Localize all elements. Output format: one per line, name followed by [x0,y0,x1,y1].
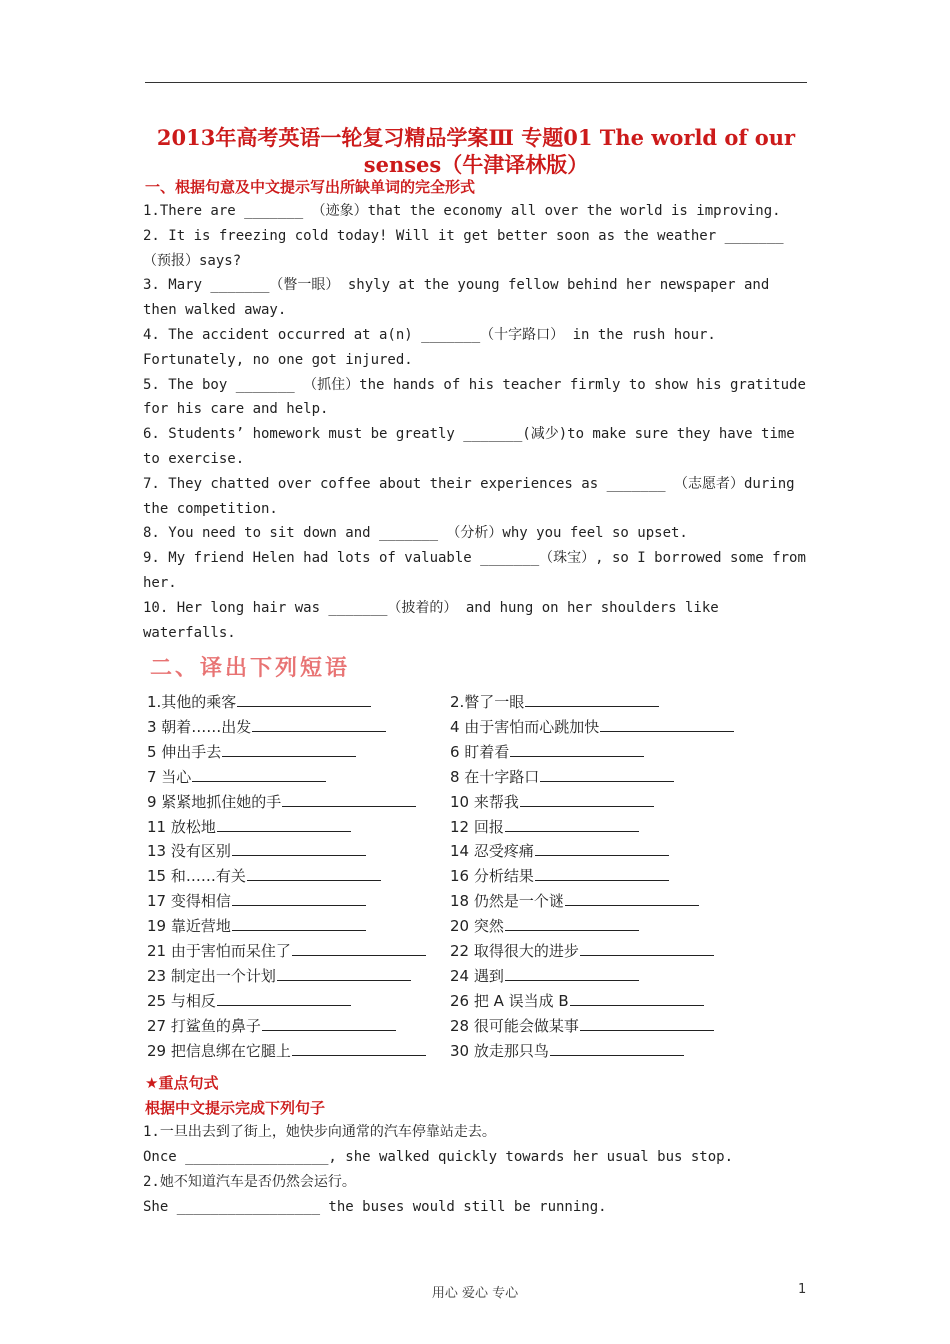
phrase-item: 9 紧紧地抓住她的手 [147,790,450,815]
question-item: 10. Her long hair was _______（披着的） and hung on her shoulders like waterfalls. [143,599,719,641]
sentence-line: Once _________________, she walked quickly towards her usual bus stop. [143,1149,734,1165]
answer-blank[interactable] [580,940,714,956]
question-item: 8. You need to sit down and _______ （分析）why you feel so upset. [143,525,688,542]
phrase-item: 25 与相反 [147,989,450,1014]
phrase-item: 22 取得很大的进步 [450,939,777,964]
phrase-item: 21 由于害怕而呆住了 [147,939,450,964]
answer-blank[interactable] [232,840,366,856]
sentence-prompt: 2.她不知道汽车是否仍然会运行。 [143,1174,356,1190]
top-rule [145,82,807,83]
answer-blank[interactable] [232,890,366,906]
phrase-item: 6 盯着看 [450,740,777,765]
section1-heading: 一、根据句意及中文提示写出所缺单词的完全形式 [145,178,476,196]
answer-blank[interactable] [505,965,639,981]
answer-blank[interactable] [292,940,426,956]
phrase-item: 30 放走那只鸟 [450,1039,777,1064]
question-item: 3. Mary _______（瞥一眼） shyly at the young fellow behind her newspaper and then walked away. [143,277,770,319]
phrase-item: 8 在十字路口 [450,765,777,790]
phrase-grid [147,690,777,1064]
phrase-item: 3 朝着……出发 [147,715,450,740]
phrase-item: 17 变得相信 [147,889,450,914]
answer-blank[interactable] [550,1040,684,1056]
answer-blank[interactable] [252,716,386,732]
question-list [143,199,811,645]
key-sentences-subheading: 根据中文提示完成下列句子 [145,1099,326,1117]
question-item: 4. The accident occurred at a(n) _______（十字路口） in the rush hour. Fortunately, no one got injured. [143,326,716,368]
answer-blank[interactable] [505,816,639,832]
sentence-prompt: 1.一旦出去到了街上，她快步向通常的汽车停靠站走去。 [143,1124,496,1140]
phrase-item: 4 由于害怕而心跳加快 [450,715,777,740]
phrase-item: 12 回报 [450,815,777,840]
phrase-item: 13 没有区别 [147,839,450,864]
phrase-item: 26 把 A 误当成 B [450,989,777,1014]
sentence-line: She _________________ the buses would still be running. [143,1199,607,1215]
answer-blank[interactable] [282,791,416,807]
answer-blank[interactable] [217,816,351,832]
answer-blank[interactable] [510,741,644,757]
answer-blank[interactable] [232,915,366,931]
question-item: 2. It is freezing cold today! Will it get better soon as the weather _______ （预报）says? [143,227,784,269]
sentence-list [143,1120,811,1220]
answer-blank[interactable] [535,865,669,881]
question-item: 7. They chatted over coffee about their experiences as _______ （志愿者）during the competition. [143,475,795,517]
phrase-item: 2.瞥了一眼 [450,690,777,715]
phrase-item: 28 很可能会做某事 [450,1014,777,1039]
phrase-item: 18 仍然是一个谜 [450,889,777,914]
question-item: 6. Students’ homework must be greatly _______(减少)to make sure they have time to exercise. [143,426,795,467]
answer-blank[interactable] [222,741,356,757]
answer-blank[interactable] [580,1015,714,1031]
phrase-item: 1.其他的乘客 [147,690,450,715]
phrase-item: 29 把信息绑在它腿上 [147,1039,450,1064]
key-sentences-heading: ★重点句式 [145,1074,219,1092]
answer-blank[interactable] [277,965,411,981]
answer-blank[interactable] [262,1015,396,1031]
question-item: 5. The boy _______ （抓住）the hands of his teacher firmly to show his gratitude for his care and help. [143,376,806,418]
question-item: 1.There are _______ （迹象）that the economy all over the world is improving. [143,203,781,219]
answer-blank[interactable] [237,691,371,707]
answer-blank[interactable] [192,766,326,782]
page-footer: 用心 爱心 专心 [431,1286,519,1301]
question-item: 9. My friend Helen had lots of valuable _______（珠宝）, so I borrowed some from her. [143,550,806,591]
phrase-item: 27 打鲨鱼的鼻子 [147,1014,450,1039]
answer-blank[interactable] [505,915,639,931]
document-title: 2013年高考英语一轮复习精品学案Ⅲ 专题01 The world of our senses（牛津译林版） [156,125,796,177]
answer-blank[interactable] [540,766,674,782]
answer-blank[interactable] [600,716,734,732]
answer-blank[interactable] [247,865,381,881]
phrase-item: 20 突然 [450,914,777,939]
answer-blank[interactable] [520,791,654,807]
section2-heading: 二、译出下列短语 [150,656,351,681]
answer-blank[interactable] [565,890,699,906]
phrase-item: 23 制定出一个计划 [147,964,450,989]
phrase-item: 10 来帮我 [450,790,777,815]
page-number: 1 [798,1282,807,1297]
phrase-item: 16 分析结果 [450,864,777,889]
phrase-item: 14 忍受疼痛 [450,839,777,864]
phrase-item: 19 靠近营地 [147,914,450,939]
answer-blank[interactable] [217,990,351,1006]
answer-blank[interactable] [570,990,704,1006]
phrase-item: 5 伸出手去 [147,740,450,765]
phrase-item: 7 当心 [147,765,450,790]
phrase-item: 11 放松地 [147,815,450,840]
answer-blank[interactable] [292,1040,426,1056]
answer-blank[interactable] [535,840,669,856]
phrase-item: 24 遇到 [450,964,777,989]
phrase-item: 15 和……有关 [147,864,450,889]
answer-blank[interactable] [525,691,659,707]
